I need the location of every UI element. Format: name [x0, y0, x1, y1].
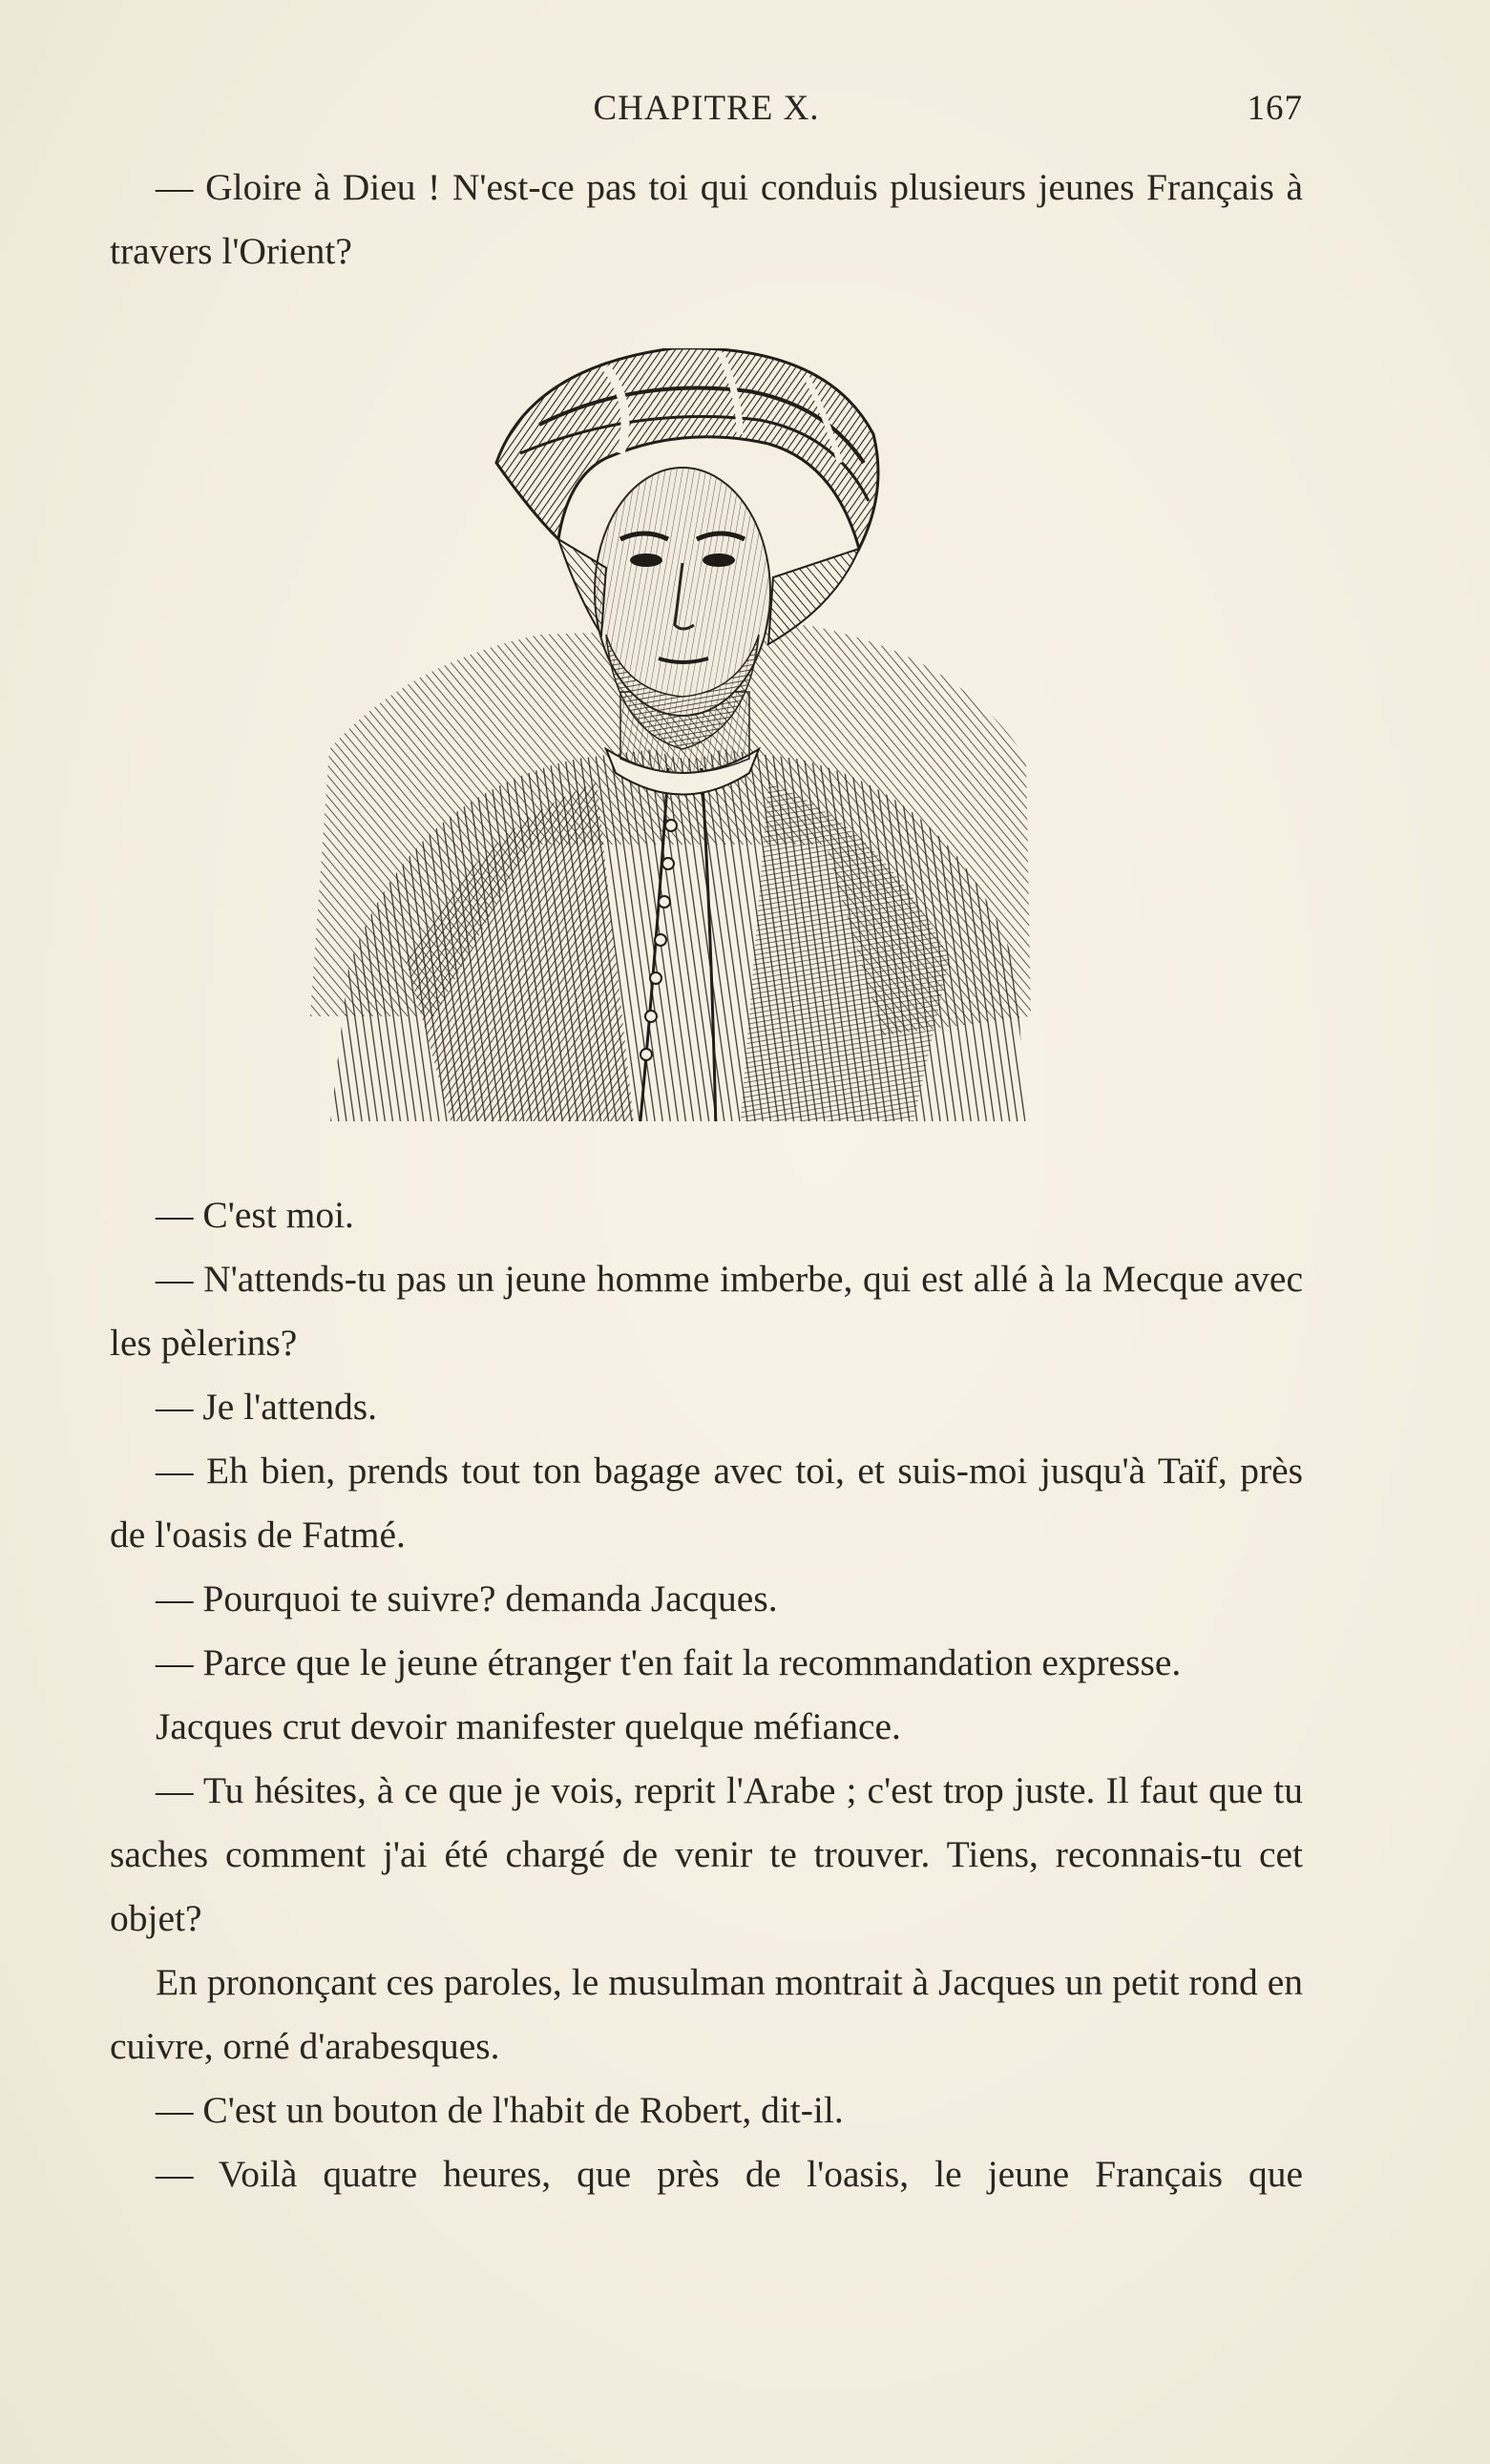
- paragraph: — Je l'attends.: [156, 1386, 378, 1428]
- chapter-title: CHAPITRE X.: [593, 89, 820, 128]
- paragraph: — Eh bien, prends tout ton bagage avec toi, et suis-moi jusqu'à Taïf, près de l'oasis de Fatmé.: [110, 1450, 1303, 1556]
- paragraph: — C'est un bouton de l'habit de Robert, dit-il.: [156, 2089, 844, 2131]
- text-block-bottom: [110, 1183, 1303, 2206]
- portrait-illustration: [291, 348, 1064, 1121]
- page-number: 167: [1247, 89, 1303, 128]
- paragraph: Jacques crut devoir manifester quelque méfiance.: [156, 1705, 901, 1747]
- paragraph: — Tu hésites, à ce que je vois, reprit l'Arabe ; c'est trop juste. Il faut que tu saches comment j'ai été chargé de venir te trouver. Tiens, reconnais-tu cet objet?: [110, 1769, 1303, 1939]
- paragraph: En prononçant ces paroles, le musulman montrait à Jacques un petit rond en cuivre, orné d'arabesques.: [110, 1961, 1303, 2067]
- paragraph: — C'est moi.: [156, 1194, 354, 1236]
- paragraph: — Gloire à Dieu ! N'est-ce pas toi qui conduis plusieurs jeunes Français à travers l'Orient?: [110, 166, 1303, 272]
- paragraph: — Pourquoi te suivre? demanda Jacques.: [156, 1577, 778, 1619]
- text-block-top: [110, 156, 1303, 283]
- running-head: [110, 88, 1303, 136]
- paragraph: — Parce que le jeune étranger t'en fait la recommandation expresse.: [156, 1641, 1182, 1683]
- paragraph: — N'attends-tu pas un jeune homme imberbe, qui est allé à la Mecque avec les pèlerins?: [110, 1258, 1303, 1364]
- paragraph: — Voilà quatre heures, que près de l'oasis, le jeune Français que: [156, 2153, 1303, 2195]
